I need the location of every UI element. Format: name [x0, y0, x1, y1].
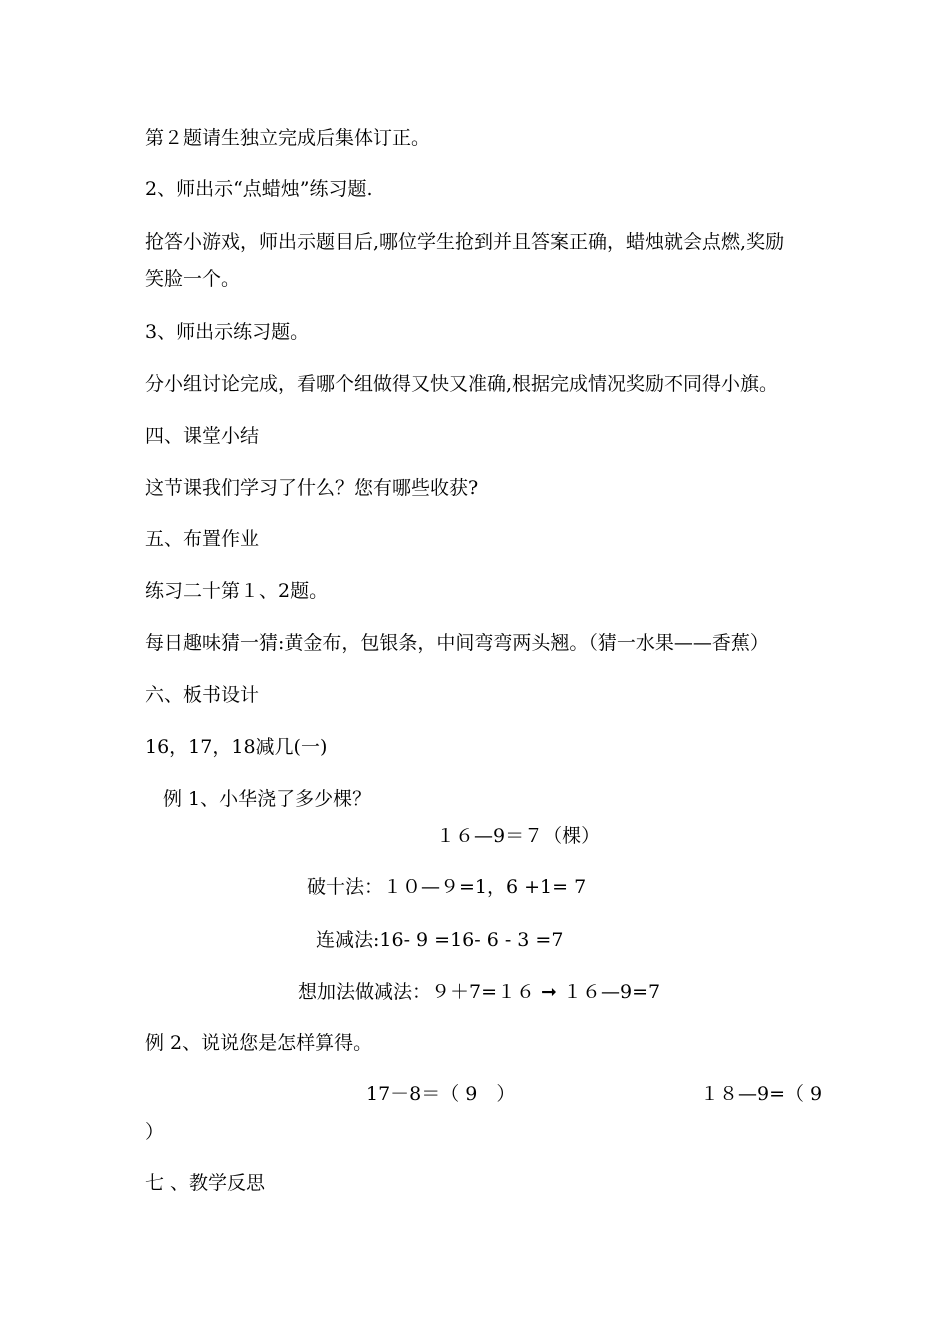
- example-2-label: 例 2、说说您是怎样算得。: [145, 1032, 373, 1054]
- method-line: 连减法:16- 9 =16- 6 - 3 =7: [316, 929, 564, 951]
- text-line: 练习二十第１、2题。: [145, 580, 329, 602]
- section-heading: 四、课堂小结: [145, 425, 260, 447]
- equation-right-close: ）: [145, 1121, 165, 1143]
- equation-left: 17－8＝（ 9 ）: [366, 1083, 516, 1105]
- text-line: 抢答小游戏，师出示题目后,哪位学生抢到并且答案正确，蜡烛就会点燃,奖励: [145, 231, 785, 253]
- section-heading: 六、板书设计: [145, 684, 260, 706]
- text-line: 笑脸一个。: [145, 268, 241, 290]
- text-line: 这节课我们学习了什么？您有哪些收获?: [145, 477, 479, 499]
- section-heading: 七 、教学反思: [145, 1172, 266, 1194]
- equation-line: １６—9＝７（棵）: [436, 825, 601, 847]
- method-line: 破十法：１０—９=1，6 +1= 7: [307, 876, 587, 898]
- text-line: 2、师出示“点蜡烛”练习题.: [145, 178, 373, 200]
- text-line: 3、师出示练习题。: [145, 321, 310, 343]
- text-line: 分小组讨论完成，看哪个组做得又快又准确,根据完成情况奖励不同得小旗。: [145, 373, 779, 395]
- example-1-label: 例 1、小华浇了多少棵？: [163, 788, 372, 810]
- text-line: 第２题请生独立完成后集体订正。: [145, 127, 431, 149]
- section-heading: 五、布置作业: [145, 528, 260, 550]
- method-line: 想加法做减法：９＋7=１６ ➞ １６—9=7: [298, 981, 661, 1003]
- equation-right: １８—9=（ 9: [700, 1083, 823, 1105]
- text-line: 每日趣味猜一猜:黄金布，包银条，中间弯弯两头翘。（猜一水果——香蕉）: [145, 632, 769, 654]
- board-title: 16，17，18减几(一): [145, 736, 328, 758]
